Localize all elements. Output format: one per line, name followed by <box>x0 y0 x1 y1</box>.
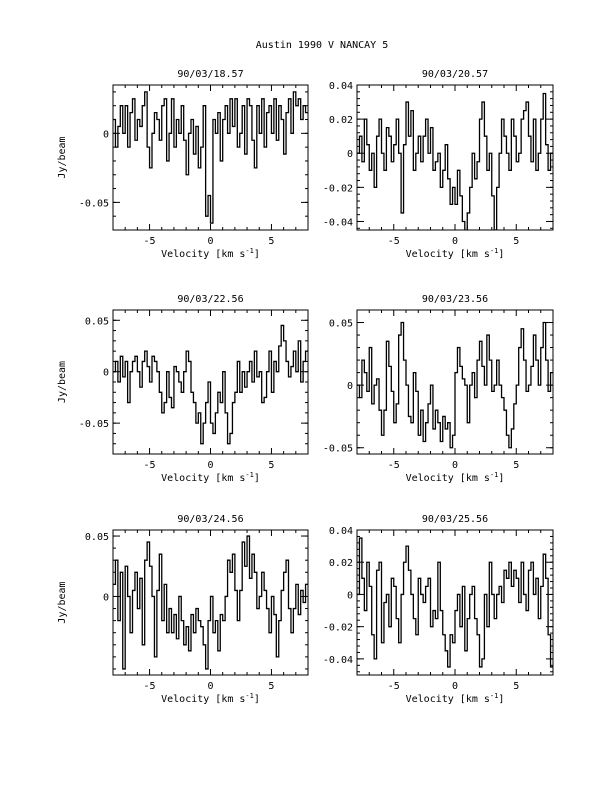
y-tick-label: 0 <box>102 367 109 379</box>
y-tick-label: 0.02 <box>328 558 353 570</box>
x-tick-label: -5 <box>387 681 400 692</box>
chart-panel-2 <box>323 69 553 260</box>
spectrum-series-1 <box>113 536 308 669</box>
x-tick-label: 0 <box>207 681 214 692</box>
x-tick-label: -5 <box>387 460 400 471</box>
x-tick-label: 5 <box>268 460 275 471</box>
y-tick-label: 0.05 <box>328 318 353 330</box>
panel-title: 90/03/25.56 <box>421 514 489 525</box>
y-tick-label: 0 <box>346 381 353 393</box>
y-tick-label: -0.04 <box>322 217 353 229</box>
spectrum-series-1 <box>357 538 553 667</box>
y-tick-label: -0.04 <box>322 654 353 666</box>
x-axis-label: Velocity [km $s^{-1}$] <box>161 692 260 705</box>
panel-title: 90/03/18.57 <box>177 69 244 80</box>
y-tick-label: 0 <box>102 129 109 141</box>
x-tick-label: 5 <box>513 460 520 471</box>
x-axis-label: Velocity [km $s^{-1}$] <box>161 247 260 260</box>
y-tick-label: -0.05 <box>78 419 109 431</box>
y-tick-label: 0 <box>102 592 109 604</box>
y-tick-label: -0.02 <box>322 183 353 195</box>
x-axis-label: Velocity [km $s^{-1}$] <box>405 247 505 260</box>
x-tick-label: 5 <box>268 681 275 692</box>
y-tick-label: -0.05 <box>322 443 353 455</box>
x-tick-label: -5 <box>143 681 156 692</box>
chart-panel-1 <box>57 69 308 260</box>
y-tick-label: 0 <box>346 590 353 602</box>
spectrum-series-1 <box>357 323 553 448</box>
x-axis-label: Velocity [km $s^{-1}$] <box>405 471 505 484</box>
x-tick-label: 0 <box>451 460 459 471</box>
chart-panel-5 <box>57 514 308 705</box>
y-axis-label: Jy/beam <box>57 581 68 624</box>
x-tick-label: -5 <box>143 236 156 247</box>
x-tick-label: -5 <box>143 460 156 471</box>
panel-title: 90/03/23.56 <box>421 294 489 305</box>
x-tick-label: 5 <box>513 236 520 247</box>
chart-panel-6 <box>323 514 553 705</box>
chart-panel-4 <box>323 294 553 484</box>
x-tick-label: 0 <box>207 460 214 471</box>
spectrum-series-1 <box>113 325 308 443</box>
panels <box>57 69 553 705</box>
x-tick-label: 0 <box>451 236 459 247</box>
spectrum-series-1 <box>357 94 553 239</box>
x-tick-label: 0 <box>451 681 459 692</box>
y-tick-label: 0.02 <box>328 115 353 127</box>
x-axis-label: Velocity [km $s^{-1}$] <box>161 471 260 484</box>
x-tick-label: 5 <box>513 681 520 692</box>
panel-title: 90/03/22.56 <box>177 294 244 305</box>
figure-title: Austin 1990 V NANCAY 5 <box>255 40 389 51</box>
spectrum-series-1 <box>113 92 308 223</box>
y-tick-label: 0 <box>346 149 353 161</box>
x-tick-label: 0 <box>207 236 214 247</box>
panel-title: 90/03/20.57 <box>421 69 489 80</box>
y-axis-label: Jy/beam <box>57 360 68 404</box>
x-axis-label: Velocity [km $s^{-1}$] <box>405 692 505 705</box>
y-tick-label: 0.05 <box>84 532 109 544</box>
y-tick-label: 0.04 <box>328 526 353 537</box>
y-tick-label: 0.05 <box>84 316 109 328</box>
chart-panel-3 <box>57 294 308 484</box>
y-tick-label: 0.04 <box>328 81 353 92</box>
x-tick-label: -5 <box>387 236 400 247</box>
y-tick-label: -0.05 <box>78 198 109 210</box>
y-tick-label: -0.02 <box>322 622 353 634</box>
x-tick-label: 5 <box>268 236 275 247</box>
panel-title: 90/03/24.56 <box>177 514 244 525</box>
y-axis-label: Jy/beam <box>57 136 68 179</box>
